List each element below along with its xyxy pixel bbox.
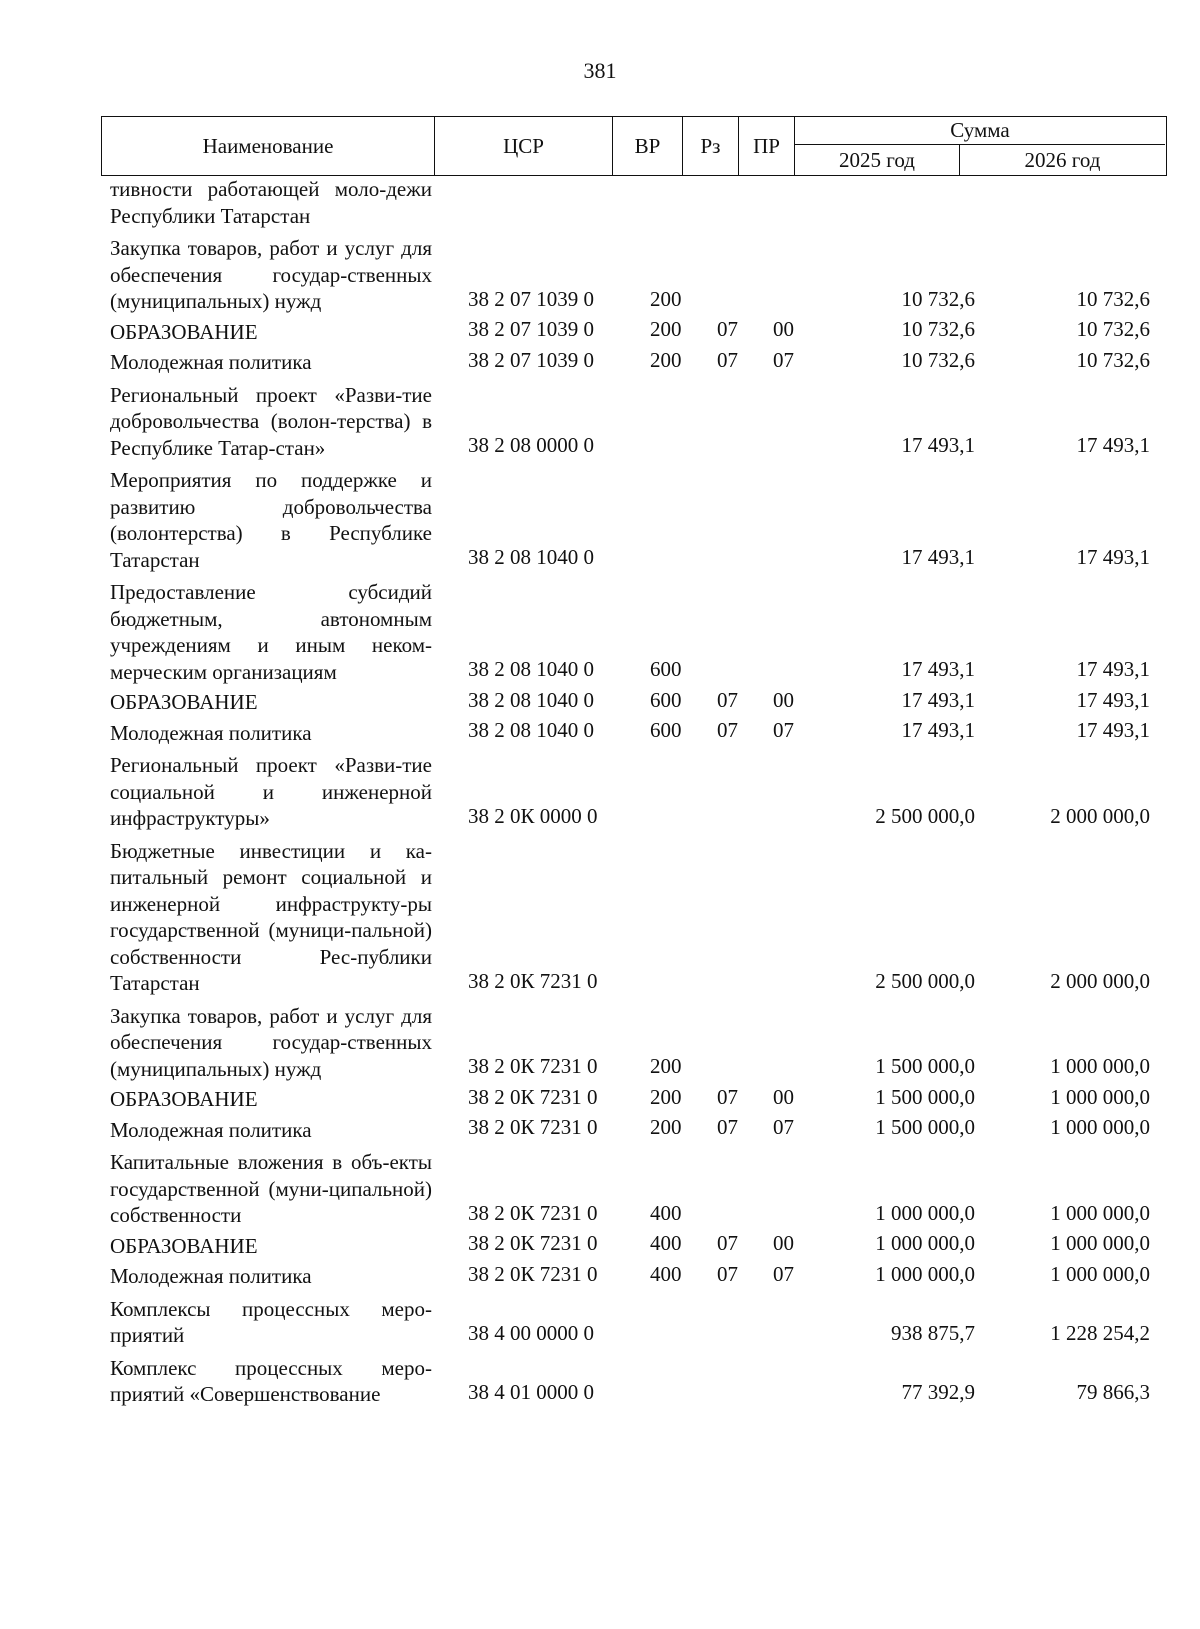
row-rz: 07 [717, 1261, 738, 1286]
row-vr: 200 [650, 1054, 682, 1078]
row-pr: 07 [773, 1261, 794, 1286]
row-vr: 600 [650, 657, 682, 681]
row-sum-2025: 10 732,6 [901, 286, 975, 311]
row-name: Мероприятия по поддержке и развитию добровольчества (волонтерства) в Республике Татарстан [110, 468, 432, 572]
row-vr: 600 [650, 687, 682, 712]
table-row [0, 467, 1200, 573]
row-vr: 200 [650, 1084, 682, 1109]
table-row [0, 1003, 1200, 1083]
table-row [0, 720, 1200, 747]
row-sum-2025: 938 875,7 [891, 1320, 975, 1345]
row-csr: 38 2 08 0000 0 [468, 433, 594, 457]
table-row [0, 838, 1200, 997]
row-name: Закупка товаров, работ и услуг для обеспечения государ-ственных (муниципальных) нужд [110, 1003, 432, 1081]
row-sum-2026: 10 732,6 [1076, 286, 1150, 311]
row-csr: 38 2 07 1039 0 [468, 317, 594, 341]
row-sum-2026: 1 000 000,0 [1050, 1054, 1150, 1078]
row-csr: 38 4 00 0000 0 [468, 1320, 594, 1345]
row-vr: 400 [650, 1200, 682, 1225]
row-csr: 38 2 07 1039 0 [468, 347, 594, 372]
row-name: ОБРАЗОВАНИЕ [110, 1087, 258, 1111]
row-rz: 07 [717, 1084, 738, 1109]
row-csr: 38 2 0К 7231 0 [468, 1261, 598, 1286]
row-name: ОБРАЗОВАНИЕ [110, 319, 258, 344]
row-sum-2025: 1 500 000,0 [875, 1084, 975, 1109]
row-sum-2025: 2 500 000,0 [875, 803, 975, 828]
table-row [0, 235, 1200, 315]
row-csr: 38 2 0К 7231 0 [468, 1084, 598, 1109]
row-name: Молодежная политика [110, 1117, 312, 1142]
row-vr: 200 [650, 1115, 682, 1139]
row-sum-2026: 1 228 254,2 [1050, 1320, 1150, 1345]
row-rz: 07 [717, 347, 738, 372]
row-vr: 400 [650, 1261, 682, 1286]
row-vr: 600 [650, 718, 682, 742]
row-sum-2025: 1 000 000,0 [875, 1200, 975, 1225]
row-rz: 07 [717, 317, 738, 341]
row-sum-2025: 1 500 000,0 [875, 1054, 975, 1078]
row-sum-2025: 1 500 000,0 [875, 1115, 975, 1139]
table-row [0, 1263, 1200, 1290]
row-name: Комплексы процессных меро-приятий [110, 1296, 432, 1347]
row-sum-2026: 1 000 000,0 [1050, 1261, 1150, 1286]
row-name: ОБРАЗОВАНИЕ [110, 1233, 258, 1258]
row-sum-2026: 17 493,1 [1076, 657, 1150, 681]
table-row [0, 176, 1200, 229]
row-name: Капитальные вложения в объ-екты государственной (муни-ципальной) собственности [110, 1150, 432, 1227]
row-sum-2026: 17 493,1 [1076, 545, 1150, 569]
table-row [0, 1149, 1200, 1229]
row-sum-2026: 2 000 000,0 [1050, 968, 1150, 993]
table-header [101, 116, 1167, 176]
row-sum-2026: 17 493,1 [1076, 433, 1150, 457]
row-sum-2026: 17 493,1 [1076, 687, 1150, 712]
row-pr: 00 [773, 1231, 794, 1255]
row-csr: 38 2 08 1040 0 [468, 718, 594, 742]
row-sum-2026: 1 000 000,0 [1050, 1084, 1150, 1109]
row-sum-2026: 10 732,6 [1076, 347, 1150, 372]
row-name: Молодежная политика [110, 720, 312, 745]
row-sum-2026: 1 000 000,0 [1050, 1231, 1150, 1255]
header-name: Наименование [102, 117, 435, 175]
row-pr: 00 [773, 1084, 794, 1109]
header-pr: ПР [739, 117, 795, 175]
table-row [0, 1233, 1200, 1260]
row-sum-2025: 17 493,1 [901, 433, 975, 457]
row-csr: 38 2 0К 7231 0 [468, 968, 598, 993]
header-sum: Сумма [795, 117, 1165, 145]
row-name: Молодежная политика [110, 1264, 312, 1288]
row-csr: 38 2 08 1040 0 [468, 657, 594, 681]
table-row [0, 579, 1200, 685]
row-rz: 07 [717, 687, 738, 712]
row-name: Региональный проект «Разви-тие социальной и инженерной инфраструктуры» [110, 753, 432, 830]
row-csr: 38 2 0К 7231 0 [468, 1231, 598, 1255]
row-sum-2025: 77 392,9 [901, 1379, 975, 1404]
row-vr: 400 [650, 1231, 682, 1255]
row-vr: 200 [650, 347, 682, 372]
row-rz: 07 [717, 1115, 738, 1139]
table-row [0, 689, 1200, 716]
row-sum-2025: 1 000 000,0 [875, 1261, 975, 1286]
table-row [0, 349, 1200, 376]
table-row [0, 319, 1200, 346]
row-sum-2025: 2 500 000,0 [875, 968, 975, 993]
row-rz: 07 [717, 1231, 738, 1255]
header-year-2026: 2026 год [1024, 147, 1101, 172]
row-csr: 38 2 0К 7231 0 [468, 1054, 598, 1078]
row-name: Бюджетные инвестиции и ка-питальный ремонт социальной и инженерной инфраструкту-ры государственной (муници-пальной) собственности Рес-публики Татарстан [110, 838, 432, 995]
table-row [0, 1355, 1200, 1408]
row-pr: 07 [773, 718, 794, 742]
row-pr: 00 [773, 687, 794, 712]
table-body [0, 176, 1200, 1408]
row-rz: 07 [717, 718, 738, 742]
row-vr: 200 [650, 286, 682, 311]
table-row [0, 1296, 1200, 1349]
row-csr: 38 2 0К 7231 0 [468, 1200, 598, 1225]
row-csr: 38 2 0К 7231 0 [468, 1115, 598, 1139]
header-csr: ЦСР [435, 117, 613, 175]
row-sum-2025: 10 732,6 [901, 347, 975, 372]
table-row [0, 1086, 1200, 1113]
row-sum-2025: 17 493,1 [901, 687, 975, 712]
row-name: тивности работающей моло-дежи Республики Татарстан [110, 177, 432, 228]
table-row [0, 1117, 1200, 1144]
table-row [0, 382, 1200, 462]
row-pr: 00 [773, 317, 794, 341]
header-year-2025: 2025 год [795, 145, 960, 175]
header-rz: Рз [683, 117, 739, 175]
row-csr: 38 2 08 1040 0 [468, 545, 594, 569]
row-sum-2026: 10 732,6 [1076, 317, 1150, 341]
row-csr: 38 2 08 1040 0 [468, 687, 594, 712]
row-sum-2026: 79 866,3 [1076, 1379, 1150, 1404]
row-name: ОБРАЗОВАНИЕ [110, 690, 258, 714]
header-sum-group [795, 117, 1165, 175]
row-sum-2025: 10 732,6 [901, 317, 975, 341]
row-csr: 38 4 01 0000 0 [468, 1379, 594, 1404]
row-sum-2025: 17 493,1 [901, 545, 975, 569]
row-sum-2025: 1 000 000,0 [875, 1231, 975, 1255]
row-sum-2025: 17 493,1 [901, 657, 975, 681]
page-number: 381 [583, 58, 617, 83]
header-vr: ВР [613, 117, 683, 175]
row-name: Региональный проект «Разви-тие добровольчества (волон-терства) в Республике Татар-стан» [110, 382, 432, 460]
row-name: Закупка товаров, работ и услуг для обеспечения государ-ственных (муниципальных) нужд [110, 236, 432, 313]
table-row [0, 752, 1200, 832]
row-name: Молодежная политика [110, 350, 312, 374]
row-pr: 07 [773, 347, 794, 372]
row-csr: 38 2 07 1039 0 [468, 286, 594, 311]
row-sum-2026: 17 493,1 [1076, 718, 1150, 742]
row-pr: 07 [773, 1115, 794, 1139]
row-csr: 38 2 0К 0000 0 [468, 803, 598, 828]
row-sum-2026: 2 000 000,0 [1050, 803, 1150, 828]
row-name: Предоставление субсидий бюджетным, автономным учреждениям и иным неком-мерческим организациям [110, 580, 432, 684]
row-vr: 200 [650, 317, 682, 341]
row-sum-2025: 17 493,1 [901, 718, 975, 742]
row-sum-2026: 1 000 000,0 [1050, 1200, 1150, 1225]
row-name: Комплекс процессных меро-приятий «Совершенствование [110, 1355, 432, 1406]
row-sum-2026: 1 000 000,0 [1050, 1115, 1150, 1139]
